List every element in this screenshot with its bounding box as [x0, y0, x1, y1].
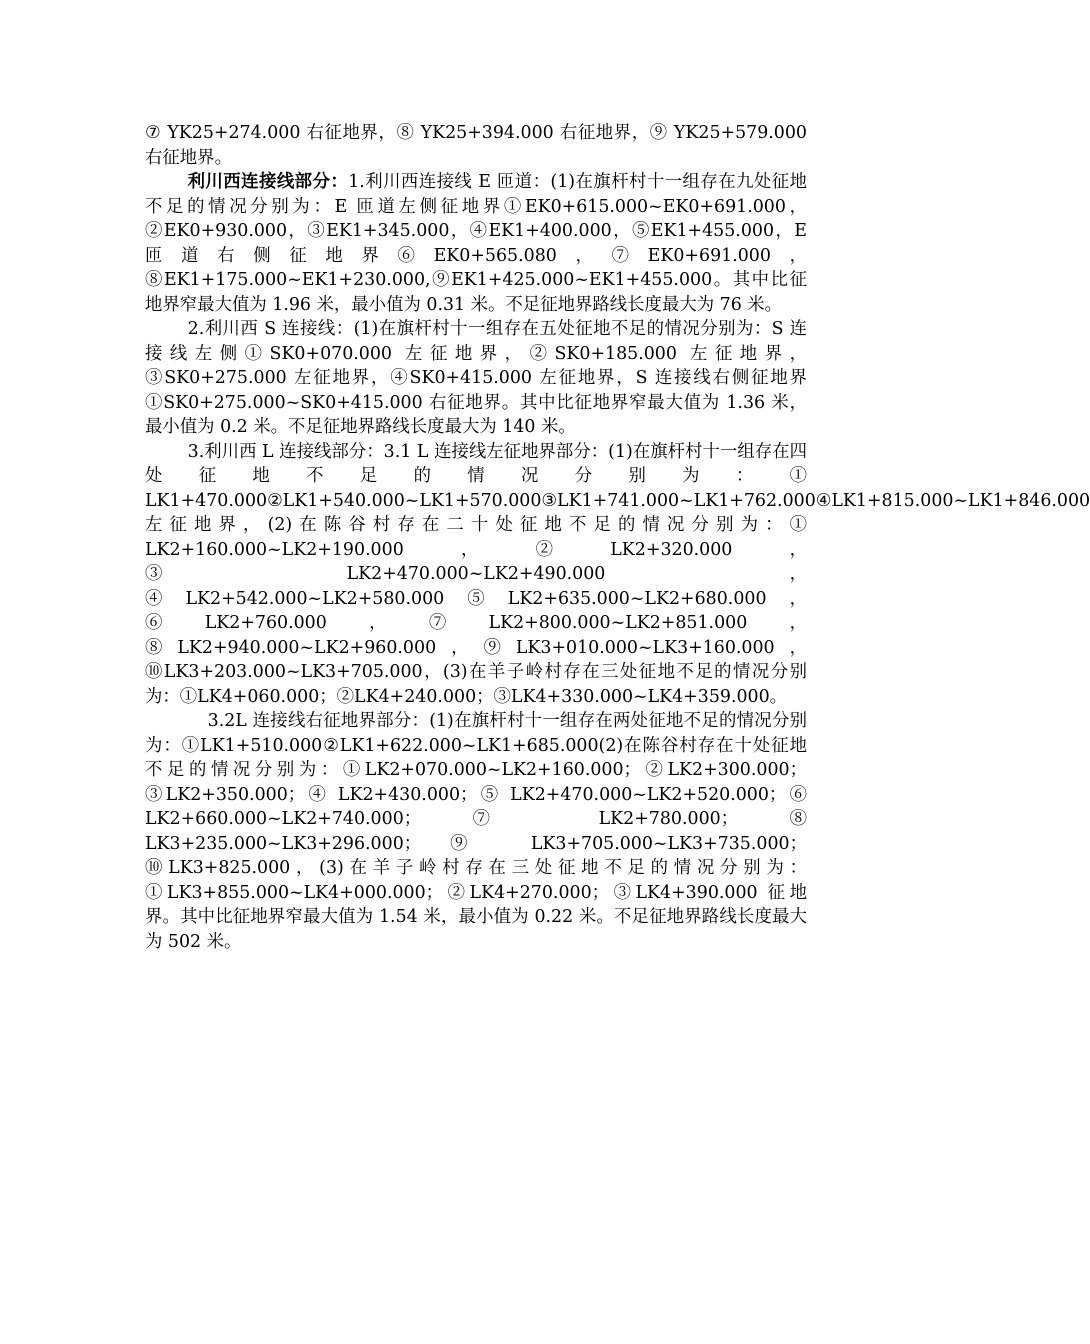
section-heading-lichuan-west: 利川西连接线部分： — [187, 172, 349, 192]
paragraph-yk25-boundaries: ⑦ YK25+274.000 右征地界，⑧ YK25+394.000 右征地界，⑨ YK25+579.000 右征地界。 — [145, 123, 807, 168]
paragraph-l-connector-right: 3.2L 连接线右征地界部分：(1)在旗杆村十一组存在两处征地不足的情况分别为：①LK1+510.000②LK1+622.000~LK1+685.000(2)在陈谷村存在十处征地不足的情况分别为：①LK2+070.000~LK2+160.000；②LK2+300.000；③LK2+350.000；④ LK2+430.000；⑤ LK2+470.000~LK2+520.000；⑥ LK2+660.000~LK2+740.000；⑦ LK2+780.000；⑧ LK3+235.000~LK3+296.000；⑨ LK3+705.000~LK3+735.000；⑩LK3+825.000，(3)在羊子岭村存在三处征地不足的情况分别为：①LK3+855.000~LK4+000.000；②LK4+270.000；③LK4+390.000 征地界。其中比征地界窄最大值为 1.54 米，最小值为 0.22 米。不足征地界路线长度最大为 502 米。 — [145, 711, 807, 952]
paragraph-e-ramp-text: 1.利川西连接线 E 匝道：(1)在旗杆村十一组存在九处征地不足的情况分别为：E 匝道左侧征地界①EK0+615.000~EK0+691.000，②EK0+930.000，③EK1+345.000，④EK1+400.000，⑤EK1+455.000，E 匝道右侧征地界⑥EK0+565.080，⑦EK0+691.000，⑧EK1+175.000~EK1+230.000,⑨EK1+425.000~EK1+455.000。其中比征地界窄最大值为 1.96 米，最小值为 0.31 米。不足征地界路线长度最大为 76 米。 — [145, 172, 807, 315]
paragraph-s-connector: 2.利川西 S 连接线：(1)在旗杆村十一组存在五处征地不足的情况分别为：S 连接线左侧①SK0+070.000 左征地界，②SK0+185.000 左征地界，③SK0+275.000 左征地界，④SK0+415.000 左征地界，S 连接线右侧征地界①SK0+275.000~SK0+415.000 右征地界。其中比征地界窄最大值为 1.36 米，最小值为 0.2 米。不足征地界路线长度最大为 140 米。 — [145, 319, 807, 437]
document-body — [145, 121, 1090, 954]
paragraph-e-ramp — [145, 170, 807, 317]
paragraph-l-connector-left: 3.利川西 L 连接线部分：3.1 L 连接线左征地界部分：(1)在旗杆村十一组存在四处征地不足的情况分别为：① LK1+470.000②LK1+540.000~LK1+570.000③LK1+741.000~LK1+762.000④LK1+815.000~LK1+846.000 左征地界，(2)在陈谷村存在二十处征地不足的情况分别为：① LK2+160.000~LK2+190.000，②LK2+320.000，③LK2+470.000~LK2+490.000，④LK2+542.000~LK2+580.000⑤LK2+635.000~LK2+680.000，⑥LK2+760.000，⑦LK2+800.000~LK2+851.000，⑧LK2+940.000~LK2+960.000，⑨LK3+010.000~LK3+160.000，⑩LK3+203.000~LK3+705.000，(3)在羊子岭村存在三处征地不足的情况分别为：①LK4+060.000；②LK4+240.000；③LK4+330.000~LK4+359.000。 — [145, 441, 1090, 707]
